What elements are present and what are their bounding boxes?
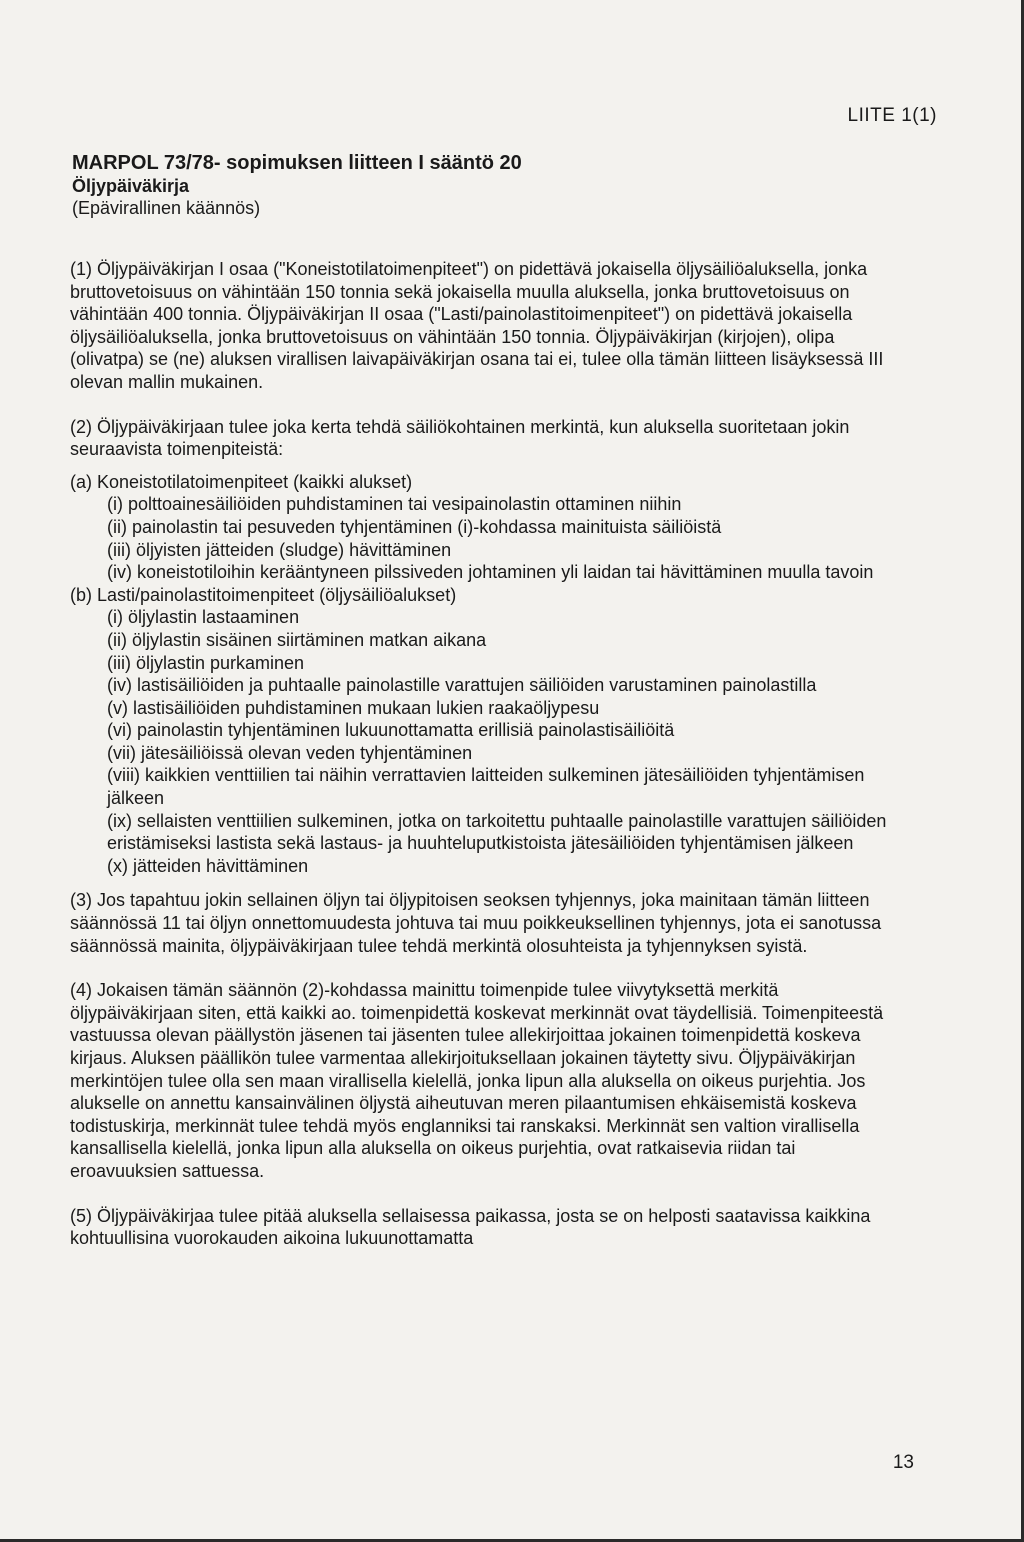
paragraph-3: (3) Jos tapahtuu jokin sellainen öljyn tai öljypitoisen seoksen tyhjennys, joka mainitaan tämän liitteen säännössä 11 tai öljyn onnettomuudesta johtuva tai muu poikkeuksellinen tyhjennys, jota ei sanotussa säännössä mainita, öljypäiväkirjaan tulee tehdä merkintä olosuhteista ja tyhjennyksen syistä.	[70, 890, 882, 956]
list-item: (vii) jätesäiliöissä olevan veden tyhjentäminen	[107, 742, 473, 763]
list-item: (iv) koneistotiloihin kerääntyneen pilssiveden johtaminen yli laidan tai hävittäminen muulla tavoin	[107, 562, 874, 583]
page-number: 13	[892, 1452, 914, 1473]
list-item: (viii) kaikkien venttiilien tai näihin verrattavien laitteiden sulkeminen jätesäiliöiden tyhjentämisen jälkeen	[107, 765, 865, 809]
paragraph-2: (2) Öljypäiväkirjaan tulee joka kerta tehdä säiliökohtainen merkintä, kun aluksella suoritetaan jokin seuraavista toimenpiteistä:	[70, 416, 850, 460]
list-item: (iii) öljyisten jätteiden (sludge) hävittäminen	[107, 539, 452, 560]
annex-label: LIITE 1(1)	[847, 105, 937, 126]
list-item: (v) lastisäiliöiden puhdistaminen mukaan lukien raakaöljypesu	[107, 697, 600, 718]
group-a-heading: (a) Koneistotilatoimenpiteet (kaikki alukset)	[70, 471, 413, 492]
list-item: (ix) sellaisten venttiilien sulkeminen, jotka on tarkoitettu puhtaalle painolastille varattujen säiliöiden eristämiseksi lastista sekä lastaus- ja huuhteluputkistoista jätesäiliöiden tyhjentämisen jälkeen	[107, 810, 887, 854]
group-a	[70, 471, 892, 584]
translation-note: (Epävirallinen käännös)	[72, 198, 261, 218]
document-subtitle: Öljypäiväkirja	[72, 176, 190, 196]
group-b	[70, 584, 892, 878]
list-item: (iv) lastisäiliöiden ja puhtaalle painolastille varattujen säiliöiden varustaminen painolastilla	[107, 675, 817, 696]
document-header	[72, 152, 522, 219]
list-item: (vi) painolastin tyhjentäminen lukuunottamatta erillisiä painolastisäiliöitä	[107, 720, 675, 741]
document-body	[70, 258, 892, 1272]
list-item: (iii) öljylastin purkaminen	[107, 652, 305, 673]
group-b-list	[70, 606, 892, 877]
document-title: MARPOL 73/78- sopimuksen liitteen I sääntö 20	[72, 152, 522, 174]
paragraph-1: (1) Öljypäiväkirjan I osaa ("Koneistotilatoimenpiteet") on pidettävä jokaisella öljysäiliöaluksella, jonka bruttovetoisuus on vähintään 150 tonnia sekä jokaisella muulla aluksella, jonka bruttovetoisuus on vähintään 400 tonnia. Öljypäiväkirjan II osaa ("Lasti/painolastitoimenpiteet") on pidettävä jokaisella öljysäiliöaluksella, jonka bruttovetoisuus on vähintään 150 tonnia. Öljypäiväkirjan (kirjojen), olipa (olivatpa) se (ne) aluksen virallisen laivapäiväkirjan osana tai ei, tulee olla tämän liitteen lisäyksessä III olevan mallin mukainen.	[70, 259, 884, 392]
list-item: (ii) öljylastin sisäinen siirtäminen matkan aikana	[107, 629, 487, 650]
group-b-heading: (b) Lasti/painolastitoimenpiteet (öljysäiliöalukset)	[70, 584, 457, 605]
paragraph-5: (5) Öljypäiväkirjaa tulee pitää aluksella sellaisessa paikassa, josta se on helposti saatavissa kaikkina kohtuullisina vuorokauden aikoina lukuunottamatta	[70, 1205, 871, 1249]
paragraph-4: (4) Jokaisen tämän säännön (2)-kohdassa mainittu toimenpide tulee viivytyksettä merkitä öljypäiväkirjaan siten, että kaikki ao. toimenpidettä koskevat merkinnät ovat täydellisiä. Toimenpiteestä vastuussa olevan päällystön jäsenen tai jäsenten tulee allekirjoittaa jokainen toimenpidettä koskeva kirjaus. Aluksen päällikön tulee varmentaa allekirjoituksellaan jokainen täytetty sivu. Öljypäiväkirjan merkintöjen tulee olla sen maan virallisella kielellä, jonka lipun alla aluksella on oikeus purjehtia. Jos alukselle on annettu kansainvälinen öljystä aiheutuvan meren pilaantumisen ehkäisemistä koskeva todistuskirja, merkinnät tulee tehdä myös englanniksi tai ranskaksi. Merkinnät sen valtion virallisella kansallisella kielellä, jonka lipun alla aluksella on oikeus purjehtia, ovat ratkaisevia riidan tai eroavuuksien sattuessa.	[70, 980, 884, 1181]
list-item: (i) polttoainesäiliöiden puhdistaminen tai vesipainolastin ottaminen niihin	[107, 494, 682, 515]
list-item: (x) jätteiden hävittäminen	[107, 855, 309, 876]
list-item: (ii) painolastin tai pesuveden tyhjentäminen (i)-kohdassa mainituista säiliöistä	[107, 516, 722, 537]
group-a-list	[70, 493, 892, 583]
list-item: (i) öljylastin lastaaminen	[107, 607, 300, 628]
